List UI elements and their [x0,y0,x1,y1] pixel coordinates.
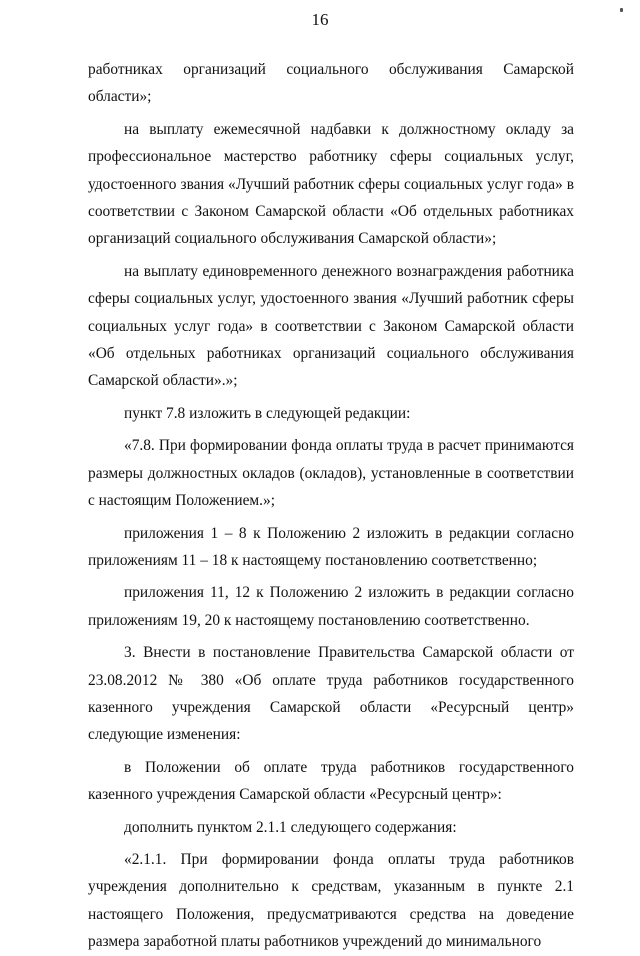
paragraph-add-item-2-1-1: дополнить пунктом 2.1.1 следующего содержания: [124,818,457,836]
paragraph-item-2-1-1-text: «2.1.1. При формировании фонда оплаты труда работников учреждения дополнительно к средствам, указанным в пункте 2.1 настоящего Положения, предусматриваются средства на доведение размера заработной платы работников учреждений до минимального [88,850,574,951]
paragraph-continuation: работниках организаций социального обслуживания Самарской области»; [88,61,574,106]
paragraph-appendices-1-8: приложения 1 – 8 к Положению 2 изложить в редакции согласно приложениям 11 – 18 к настоящему постановлению соответственно; [88,524,574,569]
document-body [88,56,574,956]
paragraph-section-3: 3. Внести в постановление Правительства Самарской области от 23.08.2012 № 380 «Об оплате труда работников государственного казенного учреждения Самарской области «Ресурсный центр» следующие изменения: [88,644,574,744]
page-number: 16 [311,10,329,29]
paragraph-regulation-changes: в Положении об оплате труда работников государственного казенного учреждения Самарской области «Ресурсный центр»: [88,758,574,804]
paragraph-one-time-reward: на выплату единовременного денежного вознаграждения работника сферы социальных услуг, удостоенного звания «Лучший работник сферы социальных услуг года» в соответствии с Законом Самарской области «Об отдельных работниках организаций социального обслуживания Самарской области».»; [88,262,574,390]
scan-artifact-mark [620,8,623,12]
paragraph-appendices-11-12: приложения 11, 12 к Положению 2 изложить в редакции согласно приложениям 19, 20 к настоящему постановлению соответственно. [88,584,574,629]
paragraph-bonus-allowance: на выплату ежемесячной надбавки к должностному окладу за профессиональное мастерство работнику сферы социальных услуг, удостоенного звания «Лучший работник сферы социальных услуг года» в соответствии с Законом Самарской области «Об отдельных работниках организаций социального обслуживания Самарской области»; [88,120,574,248]
paragraph-item-7-8-intro: пункт 7.8 изложить в следующей редакции: [124,404,411,422]
paragraph-item-7-8-text: «7.8. При формировании фонда оплаты труда в расчет принимаются размеры должностных окладов (окладов), установленные в соответствии с настоящим Положением.»; [88,437,574,510]
